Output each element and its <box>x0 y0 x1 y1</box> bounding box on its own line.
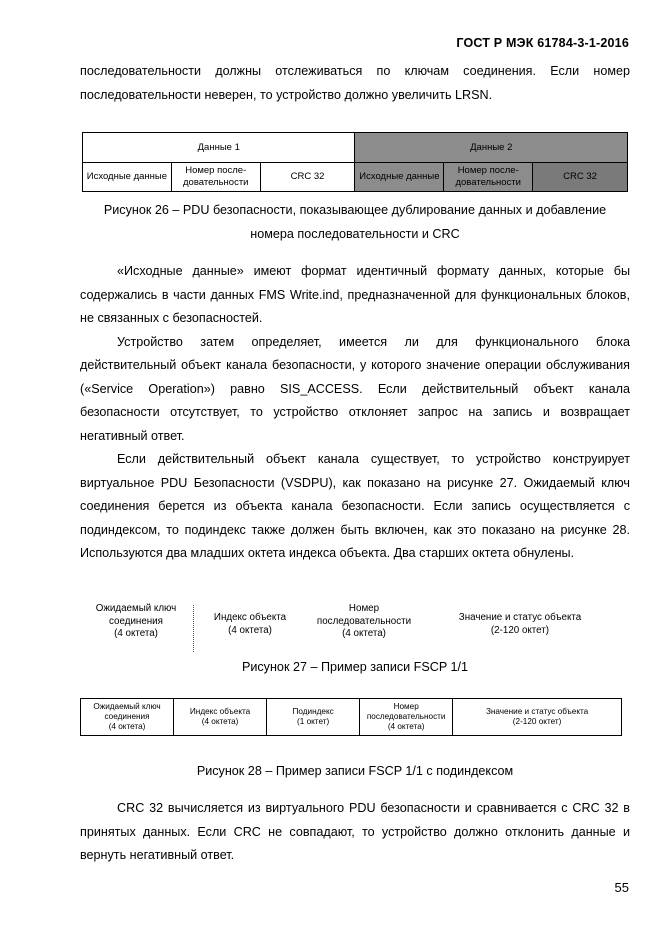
figure-27-key-field: Ожидаемый ключ соединения (4 октета) <box>95 603 177 639</box>
data-2-crc-cell: CRC 32 <box>533 163 628 192</box>
body-text <box>80 260 630 566</box>
figure-28-caption: Рисунок 28 – Пример записи FSCP 1/1 с подиндексом <box>196 764 514 778</box>
final-paragraph-block <box>80 797 630 868</box>
data-1-source-cell: Исходные данные <box>83 163 172 192</box>
paragraph-channel-check: Устройство затем определяет, имеется ли для функционального блока действительный объект канала безопасности, у которого значение операции обслуживания («Service Operation») равно SIS_ACCESS. Если действительный объект канала безопасности отсутствует, то устройство отклоняет запрос на запись и возвращает негативный ответ. <box>80 334 630 443</box>
figure-26-table <box>82 132 628 192</box>
data-1-header: Данные 1 <box>83 133 355 163</box>
paragraph-crc: CRC 32 вычисляется из виртуального PDU безопасности и сравнивается с CRC 32 в принятых данных. Если CRC не совпадают, то устройство должно отклонить данные и вернуть негативный ответ. <box>80 801 630 862</box>
figure-28-index-cell: Индекс объекта (4 октета) <box>174 699 267 736</box>
figure-26-caption-line-2: номера последовательности и CRC <box>250 226 460 241</box>
data-1-crc-cell: CRC 32 <box>260 163 355 192</box>
data-2-source-cell: Исходные данные <box>355 163 444 192</box>
figure-28-subindex-cell: Подиндекс (1 октет) <box>267 699 360 736</box>
data-1-seq-cell: Номер после- довательности <box>171 163 260 192</box>
figure-27-value-field: Значение и статус объекта (2-120 октет) <box>458 612 582 636</box>
data-2-seq-cell: Номер после- довательности <box>444 163 533 192</box>
page-number: 55 <box>614 880 629 895</box>
paragraph-source-data: «Исходные данные» имеют формат идентичный формату данных, которые бы содержались в части данных FMS Write.ind, предназначенной для функциональных блоков, не связанных с безопасностей. <box>80 264 630 325</box>
figure-28-key-cell: Ожидаемый ключ соединения (4 октета) <box>81 699 174 736</box>
figure-28-seq-cell: Номер последовательности (4 октета) <box>360 699 453 736</box>
figure-26-caption <box>60 199 650 246</box>
data-2-header: Данные 2 <box>355 133 628 163</box>
figure-27-caption: Рисунок 27 – Пример записи FSCP 1/1 <box>241 660 469 674</box>
figure-28-table <box>80 698 622 736</box>
intro-line-2: последовательности неверен, то устройство должно увеличить LRSN. <box>80 87 493 102</box>
figure-26-caption-line-1: Рисунок 26 – PDU безопасности, показывающее дублирование данных и добавление <box>103 203 607 217</box>
document-header: ГОСТ Р МЭК 61784-3-1-2016 <box>456 36 629 50</box>
intro-paragraph <box>80 60 630 107</box>
figure-27-index-field: Индекс объекта (4 октета) <box>213 612 287 636</box>
paragraph-vsdpu: Если действительный объект канала существует, то устройство конструирует виртуальное PDU Безопасности (VSDPU), как показано на рисунке 27. Ожидаемый ключ соединения берется из объекта канала безопасности. Если запись осуществляется с подиндексом, то подиндекс также должен быть включен, как это показано на рисунке 28. Используются два младших октета индекса объекта. Два старших октета обнулены. <box>80 452 630 560</box>
figure-28-value-cell: Значение и статус объекта (2-120 октет) <box>453 699 622 736</box>
intro-line-1: последовательности должны отслеживаться по ключам соединения. Если номер <box>80 64 630 78</box>
figure-27-separator <box>193 605 194 652</box>
figure-27-seq-field: Номер последовательности (4 октета) <box>316 603 412 639</box>
